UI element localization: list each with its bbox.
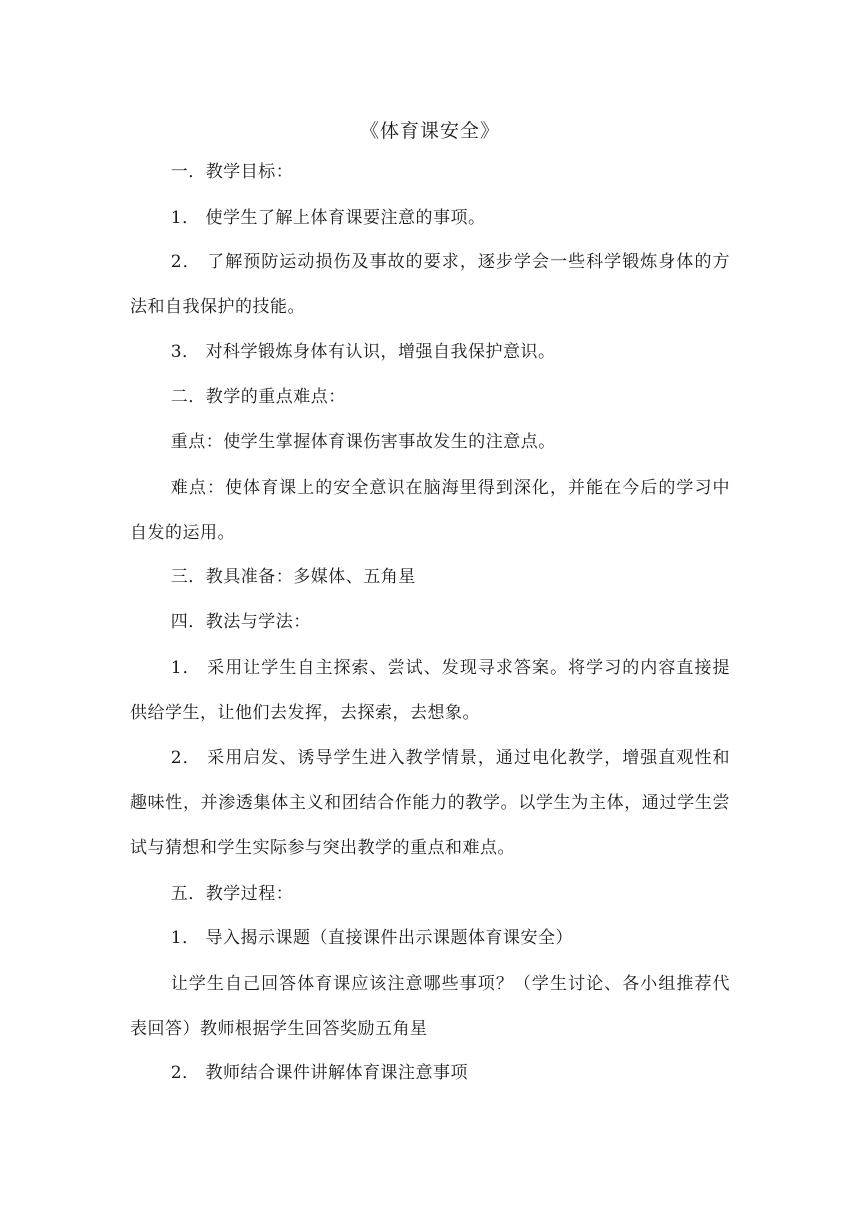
key-point-paragraph: 重点：使学生掌握体育课伤害事故发生的注意点。 (170, 432, 556, 452)
process-step-2: 2． 教师结合课件讲解体育课注意事项 (170, 1063, 469, 1083)
goal-item-2: 2． 了解预防运动损伤及事故的要求，逐步学会一些科学锻炼身体的方法和自我保护的技能。 (130, 252, 730, 317)
method-item-1: 1． 采用让学生自主探索、尝试、发现寻求答案。将学习的内容直接提供给学生，让他们去发挥，去探索，去想象。 (130, 658, 730, 723)
section-heading-key-points: 二．教学的重点难点： (170, 387, 346, 407)
process-step-1: 1． 导入揭示课题（直接课件出示课题体育课安全） (170, 928, 574, 948)
difficulty-paragraph: 难点：使体育课上的安全意识在脑海里得到深化，并能在今后的学习中自发的运用。 (130, 478, 730, 543)
section-heading-materials: 三．教具准备：多媒体、五角星 (170, 567, 416, 587)
method-item-2: 2． 采用启发、诱导学生进入教学情景，通过电化教学，增强直观性和趣味性，并渗透集体主义和团结合作能力的教学。以学生为主体，通过学生尝试与猜想和学生实际参与突出教学的重点和难点。 (130, 748, 730, 858)
process-paragraph: 让学生自己回答体育课应该注意哪些事项？（学生讨论、各小组推荐代表回答）教师根据学生回答奖励五角星 (130, 974, 730, 1039)
section-heading-methods: 四．教法与学法： (170, 612, 311, 632)
section-heading-goals: 一．教学目标： (170, 162, 294, 182)
section-heading-process: 五．教学过程： (170, 884, 294, 904)
document-title: 《体育课安全》 (359, 120, 500, 142)
goal-item-1: 1． 使学生了解上体育课要注意的事项。 (170, 208, 486, 228)
goal-item-3: 3． 对科学锻炼身体有认识，增强自我保护意识。 (170, 342, 556, 362)
